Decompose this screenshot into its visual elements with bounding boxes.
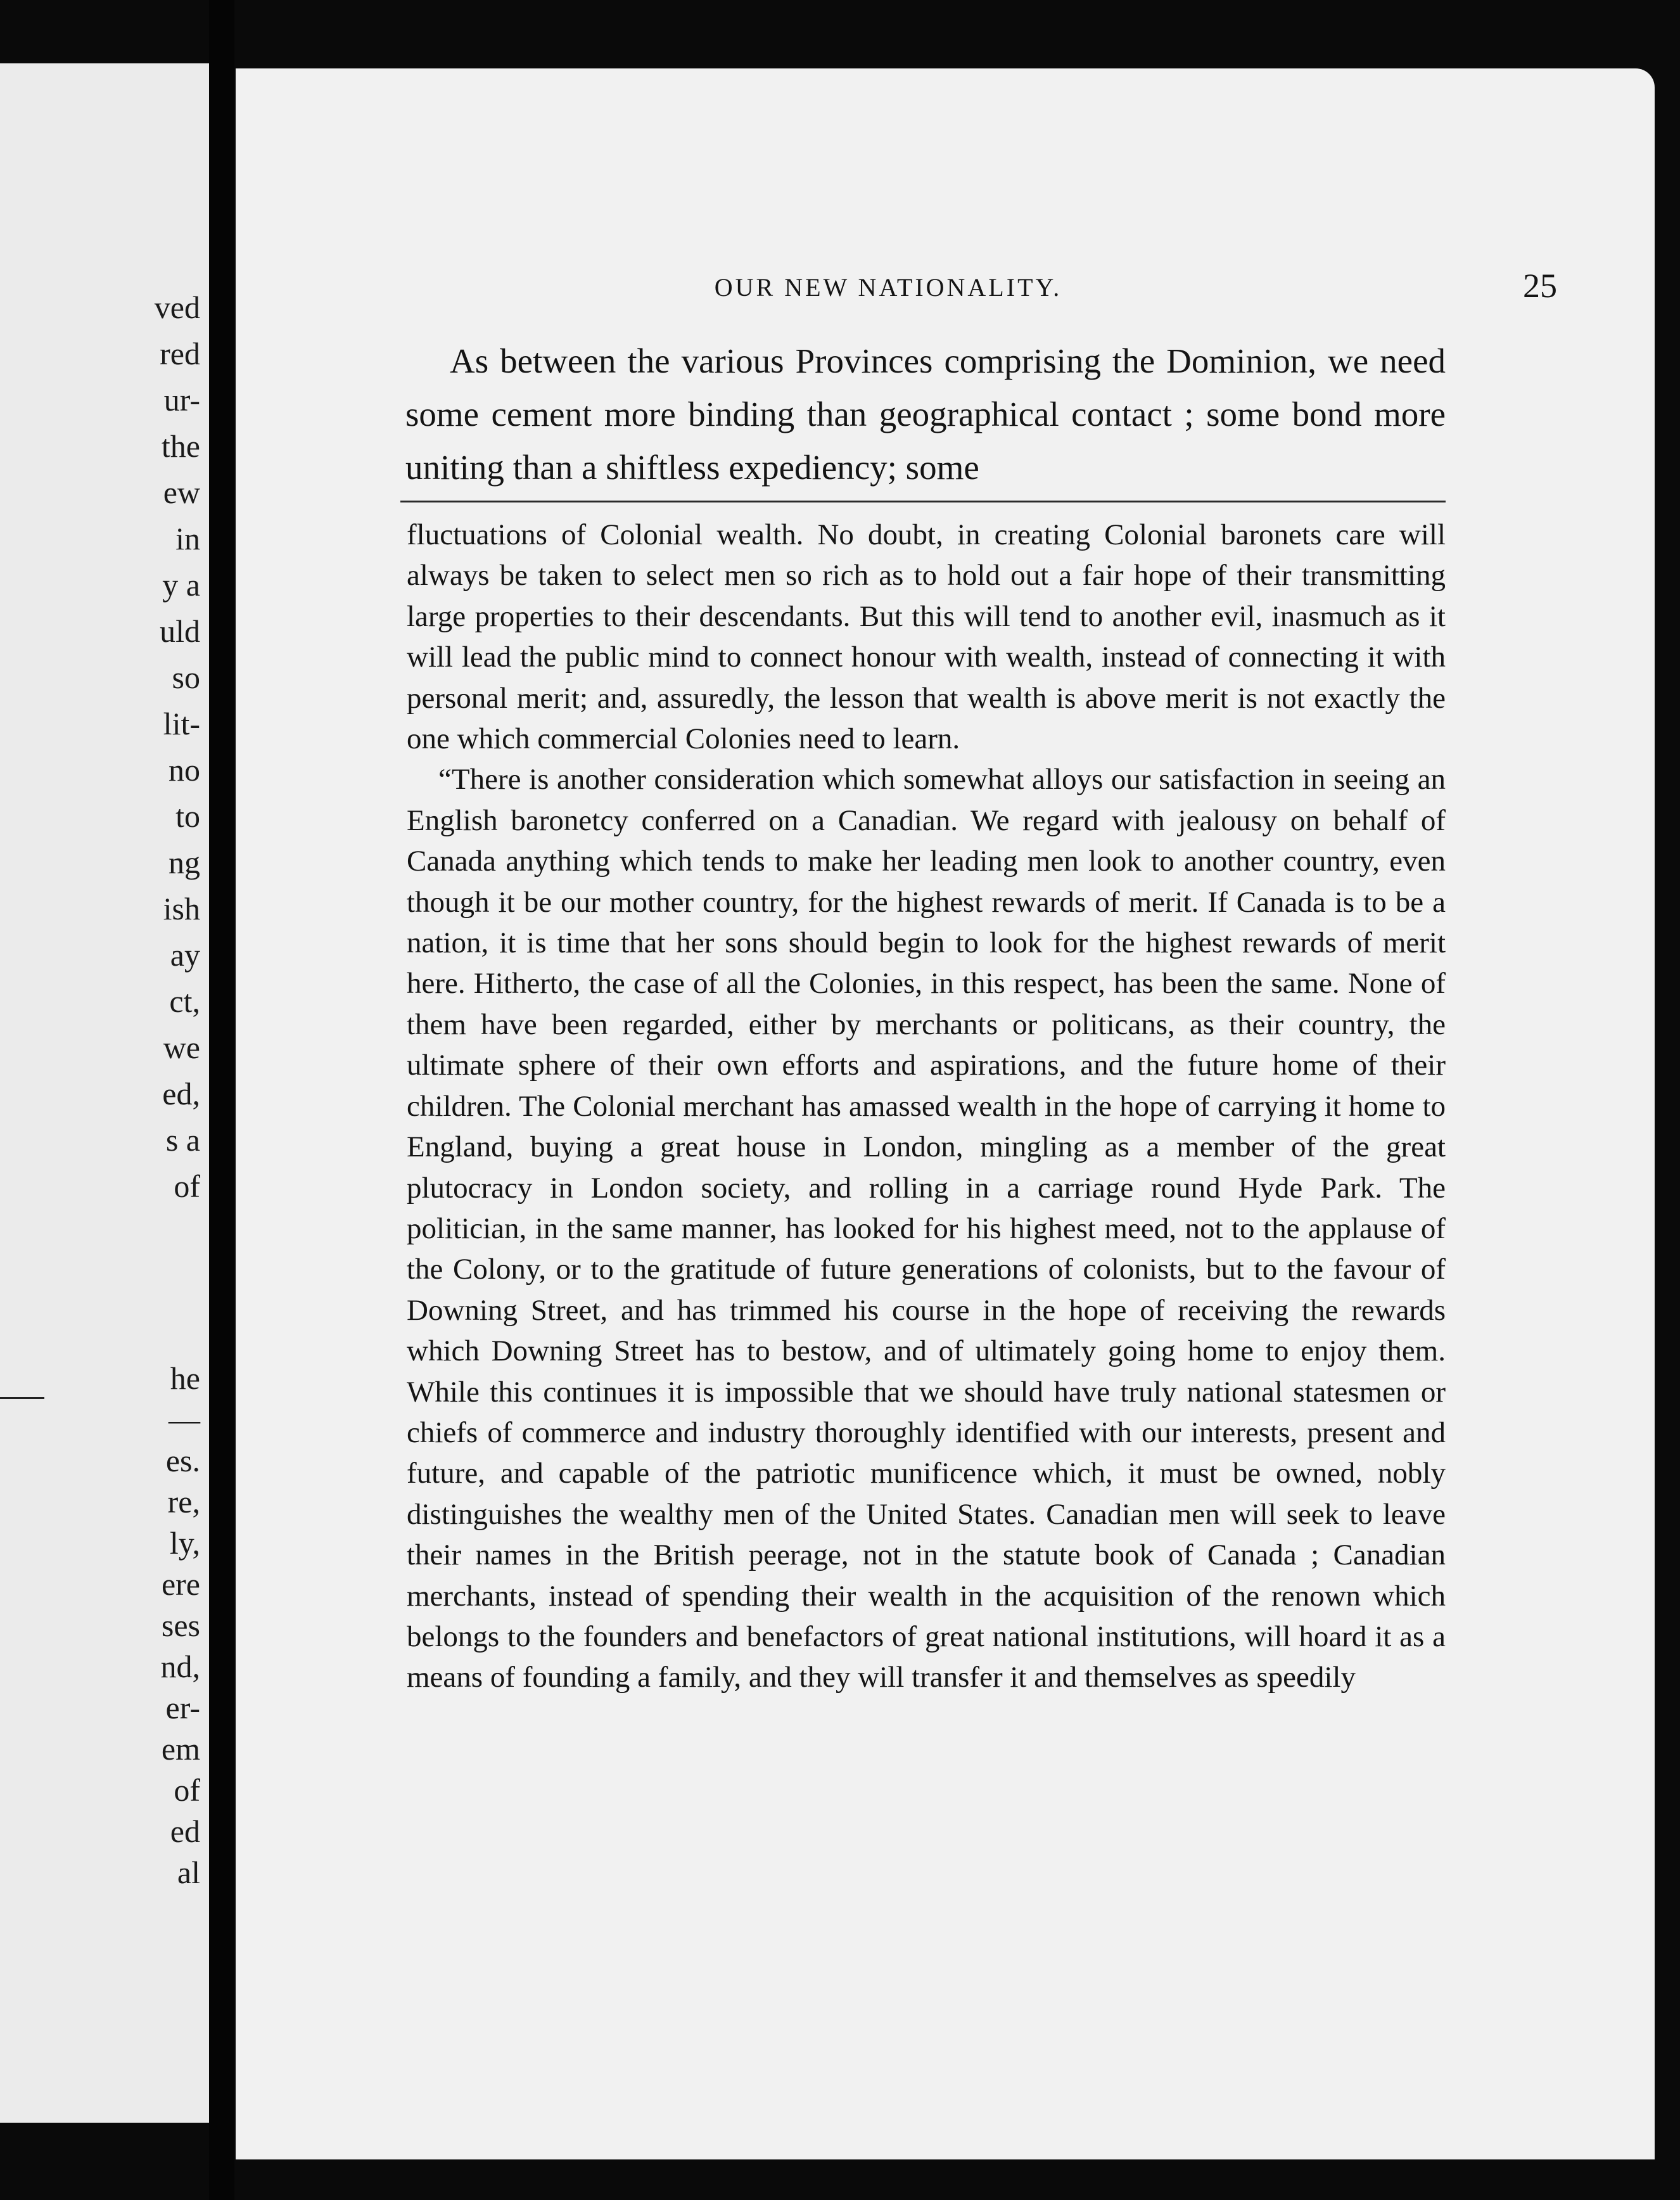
previous-page-line-fragment: uld — [160, 613, 200, 649]
previous-page-line-fragment: lit- — [163, 706, 200, 741]
previous-page-line-fragment: es. — [165, 1443, 200, 1478]
previous-page-line-fragment: so — [172, 660, 200, 695]
previous-page-line-fragment: y a — [162, 567, 200, 603]
previous-page-line-fragment: in — [175, 521, 200, 556]
previous-page-line-fragment: ed, — [162, 1076, 200, 1111]
footnote-block — [407, 515, 1446, 1698]
previous-page-line-fragment: the — [161, 428, 200, 464]
previous-page-line-fragment: ved — [154, 290, 200, 325]
body-paragraph: As between the various Provinces comprising the Dominion, we need some cement more binding than geographical contact ; some bond more uniting than a shiftless expediency; some — [405, 342, 1446, 487]
book-page — [236, 68, 1655, 2159]
previous-page-line-fragment: s a — [165, 1122, 200, 1158]
previous-page-line-fragment: ew — [163, 475, 200, 510]
previous-page-line-fragment: em — [161, 1731, 200, 1767]
running-title: OUR NEW NATIONALITY. — [714, 273, 1062, 302]
previous-page-line-fragment: — — [169, 1402, 200, 1437]
previous-page-line-fragment: we — [163, 1030, 200, 1065]
previous-page-line-fragment: of — [174, 1168, 200, 1204]
previous-page-line-fragment: ay — [170, 937, 200, 973]
previous-page-line-fragment: ses — [161, 1608, 200, 1643]
page-number: 25 — [1523, 267, 1557, 305]
previous-page-line-fragment: ng — [169, 845, 200, 880]
previous-page-line-fragment: ish — [163, 891, 200, 926]
footnote-paragraph-quote: “There is another consideration which somewhat alloys our satisfaction in seeing an English baronetcy conferred on a Canadian. We regard with jealousy on behalf of Canada anything which tends to make her leading men look to another country, even though it be our mother country, for the highest rewards of merit. If Canada is to be a nation, it is time that her sons should begin to look for the highest rewards of merit here. Hitherto, the case of all the Colonies, in this respect, has been the same. None of them have been regarded, either by merchants or politicans, as their country, the ultimate sphere of their own efforts and aspirations, and the future home of their children. The Colonial merchant has amassed wealth in the hope of carrying it home to England, buying a great house in London, mingling as a member of the great plutocracy in London society, and rolling in a carriage round Hyde Park. The politician, in the same manner, has looked for his highest meed, not to the applause of the Colony, or to the gratitude of future generations of colonists, but to the favour of Downing Street, and has trimmed his course in the hope of receiving the rewards which Downing Street has to bestow, and of ultimately going home to enjoy them. While this continues it is impossible that we should have truly national statesmen or chiefs of commerce and industry thoroughly identified with our interests, present and future, and capable of the patriotic munificence which, it must be owned, nobly distinguishes the wealthy men of the United States. Canadian men will seek to leave their names in the British peerage, not in the statute book of Canada ; Canadian merchants, instead of spending their wealth in the acquisition of the renown which belongs to the founders and benefactors of great national institutions, will hoard it as a means of founding a family, and they will transfer it and themselves as speedily — [407, 763, 1446, 1694]
previous-page-line-fragment: of — [174, 1772, 200, 1808]
footnote-rule — [400, 501, 1446, 502]
previous-page-line-fragment: re, — [167, 1484, 200, 1519]
previous-page-footnote-rule — [0, 1397, 44, 1399]
previous-page-line-fragment: ere — [161, 1566, 200, 1602]
previous-page-fragment — [0, 63, 209, 2123]
running-head — [236, 266, 1655, 304]
previous-page-line-fragment: al — [177, 1855, 200, 1890]
previous-page-line-fragment: er- — [165, 1690, 200, 1725]
previous-page-line-fragment: no — [169, 752, 200, 788]
previous-page-line-fragment: ur- — [163, 382, 200, 418]
previous-page-line-fragment: to — [175, 798, 200, 834]
footnote-paragraph-continued: fluctuations of Colonial wealth. No doubt, in creating Colonial baronets care will always be taken to select men so rich as to hold out a fair hope of their transmitting large properties to their descendants. But this will tend to another evil, inasmuch as it will lead the public mind to connect honour with wealth, instead of connecting it with personal merit; and, assuredly, the lesson that wealth is above merit is not exactly the one which commercial Colonies need to learn. — [407, 518, 1446, 756]
previous-page-line-fragment: red — [160, 336, 200, 371]
previous-page-line-fragment: ed — [170, 1813, 200, 1849]
binding-gutter — [209, 0, 234, 2200]
previous-page-line-fragment: ct, — [169, 983, 200, 1019]
previous-page-line-fragment: he — [170, 1360, 200, 1396]
previous-page-line-fragment: ly, — [169, 1525, 200, 1561]
previous-page-line-fragment: nd, — [160, 1649, 200, 1684]
